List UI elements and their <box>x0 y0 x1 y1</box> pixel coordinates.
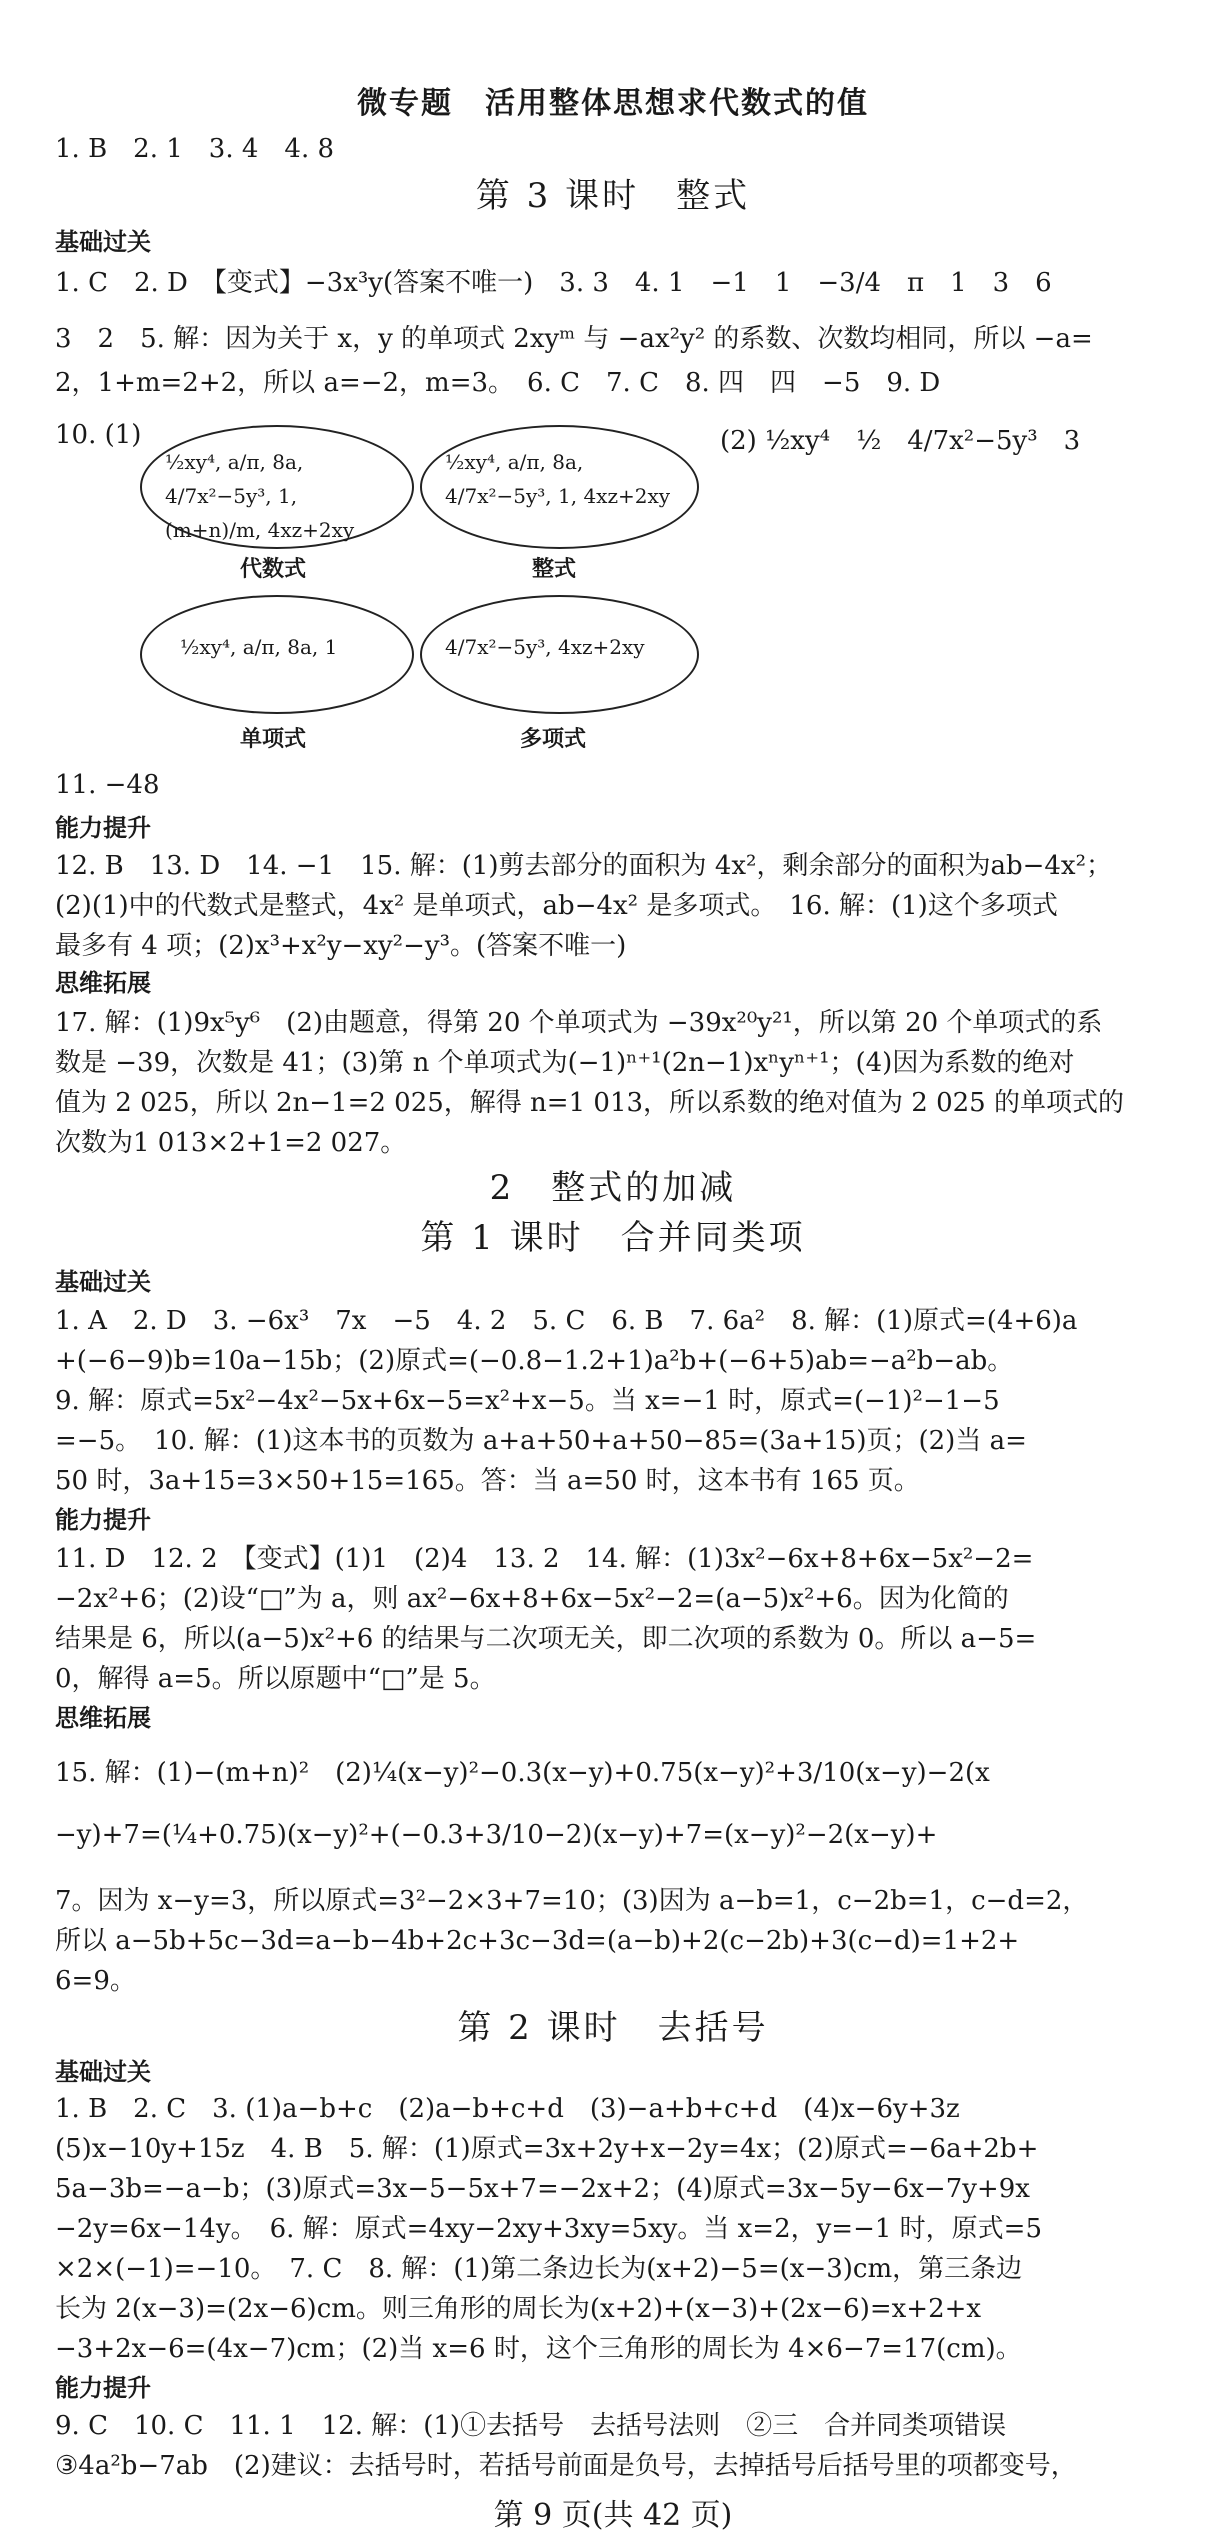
multinomial-set-content: 4/7x²−5y³, 4xz+2xy <box>445 635 645 659</box>
answer-line: 11. D 12. 2 【变式】(1)1 (2)4 13. 2 14. 解：(1)3x²−6x+8+6x−5x²−2= <box>55 1544 1034 1574</box>
section-thinking: 思维拓展 <box>55 969 151 997</box>
answer-line: 12. B 13. D 14. −1 15. 解：(1)剪去部分的面积为 4x²，剩余部分的面积为ab−4x²； <box>55 851 1113 881</box>
answer-line: ×2×(−1)=−10。 7. C 8. 解：(1)第二条边长为(x+2)−5=(x−3)cm，第三条边 <box>55 2254 1023 2284</box>
answer-line: 5a−3b=−a−b；(3)原式=3x−5−5x+7=−2x+2；(4)原式=3x−5y−6x−7y+9x <box>55 2174 1030 2204</box>
answer-line: 10. (1) <box>55 420 142 450</box>
answer-line: (2)(1)中的代数式是整式，4x² 是单项式，ab−4x² 是多项式。 16. 解：(1)这个多项式 <box>55 891 1058 921</box>
answer-line: −2x²+6；(2)设“□”为 a，则 ax²−6x+8+6x−5x²−2=(a−5)x²+6。因为化简的 <box>55 1584 1009 1614</box>
answer-line: 次数为1 013×2+1=2 027。 <box>55 1128 407 1158</box>
lesson2-title: 第 2 课时 去括号 <box>457 2008 769 2048</box>
section-basic: 基础过关 <box>55 2058 151 2086</box>
answer-line: 1. B 2. C 3. (1)a−b+c (2)a−b+c+d (3)−a+b+c+d (4)x−6y+3z <box>55 2094 960 2124</box>
answer-line: 长为 2(x−3)=(2x−6)cm。则三角形的周长为(x+2)+(x−3)+(2x−6)=x+2+x <box>55 2294 982 2324</box>
answer-line: 7。因为 x−y=3，所以原式=3²−2×3+7=10；(3)因为 a−b=1，c−2b=1，c−d=2， <box>55 1886 1089 1916</box>
caption-algebraic: 代数式 <box>240 557 307 582</box>
answer-line: 15. 解：(1)−(m+n)² (2)¼(x−y)²−0.3(x−y)+0.75(x−y)²+3/10(x−y)−2(x <box>55 1758 990 1788</box>
answer-line: 9. 解：原式=5x²−4x²−5x+6x−5=x²+x−5。当 x=−1 时，原式=(−1)²−1−5 <box>55 1386 1000 1416</box>
answer-line: ③4a²b−7ab (2)建议：去括号时，若括号前面是负号，去掉括号后括号里的项都变号， <box>55 2451 1077 2481</box>
answer-line: 1. A 2. D 3. −6x³ 7x −5 4. 2 5. C 6. B 7. 6a² 8. 解：(1)原式=(4+6)a <box>55 1306 1078 1336</box>
answer-line: −2y=6x−14y。 6. 解：原式=4xy−2xy+3xy=5xy。当 x=2，y=−1 时，原式=5 <box>55 2214 1042 2244</box>
answer-line: −y)+7=(¼+0.75)(x−y)²+(−0.3+3/10−2)(x−y)+7=(x−y)²−2(x−y)+ <box>55 1820 938 1850</box>
chapter2-title: 2 整式的加减 <box>489 1168 737 1208</box>
answer-line: +(−6−9)b=10a−15b；(2)原式=(−0.8−1.2+1)a²b+(−6+5)ab=−a²b−ab。 <box>55 1346 1014 1376</box>
lesson1-title: 第 1 课时 合并同类项 <box>420 1218 806 1258</box>
answer-line: −3+2x−6=(4x−7)cm；(2)当 x=6 时，这个三角形的周长为 4×6−7=17(cm)。 <box>55 2334 1022 2364</box>
answer-line: 2，1+m=2+2，所以 a=−2，m=3。 6. C 7. C 8. 四 四 −5 9. D <box>55 368 941 398</box>
section-ability: 能力提升 <box>55 2374 151 2402</box>
page-footer: 第 9 页(共 42 页) <box>493 2498 733 2533</box>
answer-line: 9. C 10. C 11. 1 12. 解：(1)①去括号 去括号法则 ②三 合并同类项错误 <box>55 2411 1007 2441</box>
answer-line: (2) ½xy⁴ ½ 4/7x²−5y³ 3 <box>720 426 1081 456</box>
lesson3-title: 第 3 课时 整式 <box>475 176 751 216</box>
polynomial-set-content: ½xy⁴, a/π, 8a, 4/7x²−5y³, 1, 4xz+2xy <box>445 450 671 508</box>
section-thinking: 思维拓展 <box>55 1704 151 1732</box>
caption-polynomial: 整式 <box>532 557 577 582</box>
answer-line: 结果是 6，所以(a−5)x²+6 的结果与二次项无关，即二次项的系数为 0。所以 a−5= <box>55 1624 1037 1654</box>
special-answers: 1. B 2. 1 3. 4 4. 8 <box>55 134 335 164</box>
answer-line: =−5。 10. 解：(1)这本书的页数为 a+a+50+a+50−85=(3a+15)页；(2)当 a= <box>55 1426 1027 1456</box>
answer-line: 值为 2 025，所以 2n−1=2 025，解得 n=1 013，所以系数的绝对值为 2 025 的单项式的 <box>55 1088 1124 1118</box>
answer-line: 所以 a−5b+5c−3d=a−b−4b+2c+3c−3d=(a−b)+2(c−2b)+3(c−d)=1+2+ <box>55 1926 1020 1956</box>
answer-line: 50 时，3a+15=3×50+15=165。答：当 a=50 时，这本书有 165 页。 <box>55 1466 920 1496</box>
answer-line: 11. −48 <box>55 770 160 800</box>
special-topic-heading: 微专题 活用整体思想求代数式的值 <box>357 86 869 121</box>
algebraic-set-content: ½xy⁴, a/π, 8a, 4/7x²−5y³, 1, (m+n)/m, 4xz+2xy <box>165 450 355 542</box>
answer-line: 3 2 5. 解：因为关于 x，y 的单项式 2xyᵐ 与 −ax²y² 的系数、次数均相同，所以 −a= <box>55 324 1093 354</box>
answer-line: (5)x−10y+15z 4. B 5. 解：(1)原式=3x+2y+x−2y=4x；(2)原式=−6a+2b+ <box>55 2134 1039 2164</box>
caption-monomial: 单项式 <box>240 727 307 752</box>
answer-line: 最多有 4 项；(2)x³+x²y−xy²−y³。(答案不唯一) <box>55 931 627 961</box>
section-ability: 能力提升 <box>55 814 151 842</box>
answer-line: 数是 −39，次数是 41；(3)第 n 个单项式为(−1)ⁿ⁺¹(2n−1)xⁿyⁿ⁺¹；(4)因为系数的绝对 <box>55 1048 1075 1078</box>
answer-line: 17. 解：(1)9x⁵y⁶ (2)由题意，得第 20 个单项式为 −39x²⁰y²¹，所以第 20 个单项式的系 <box>55 1008 1103 1038</box>
section-basic: 基础过关 <box>55 228 151 256</box>
answer-line: 1. C 2. D 【变式】−3x³y(答案不唯一) 3. 3 4. 1 −1 1 −3/4 π 1 3 6 <box>55 268 1052 298</box>
answer-line: 0，解得 a=5。所以原题中“□”是 5。 <box>55 1664 496 1694</box>
answer-line: 6=9。 <box>55 1966 136 1996</box>
section-basic: 基础过关 <box>55 1268 151 1296</box>
caption-multinomial: 多项式 <box>520 727 587 752</box>
monomial-set-content: ½xy⁴, a/π, 8a, 1 <box>180 635 338 659</box>
section-ability: 能力提升 <box>55 1506 151 1534</box>
